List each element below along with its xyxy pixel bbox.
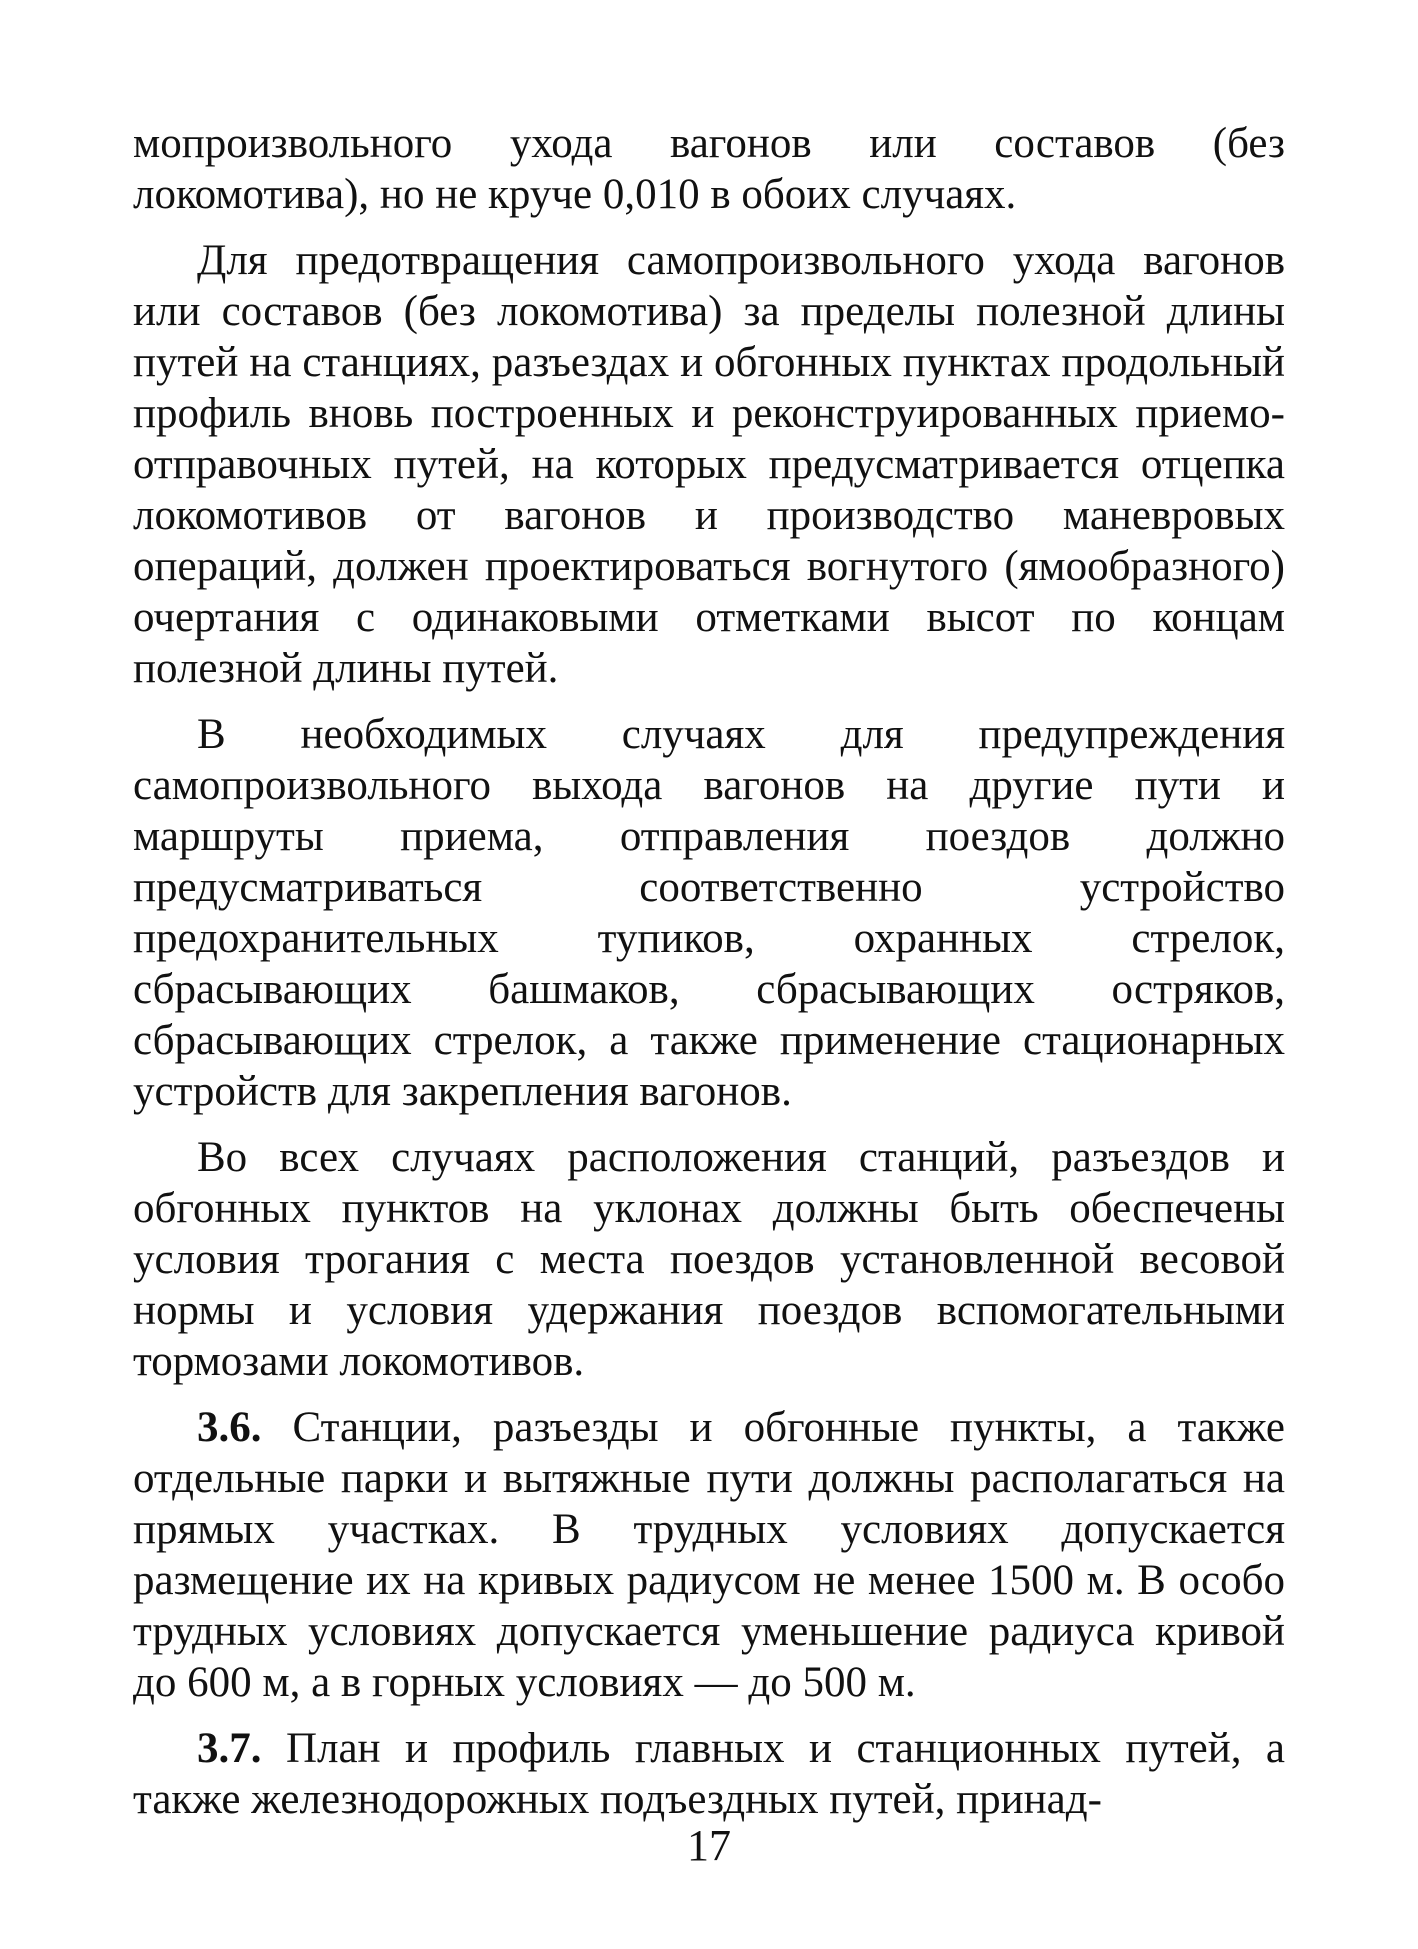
paragraph-text: План и профиль главных и станционных путей, а также железнодорожных подъездных путей, принад- — [133, 1725, 1286, 1823]
section-number: 3.7. — [197, 1725, 262, 1772]
paragraph — [133, 709, 1285, 1117]
paragraph-section-3-6 — [133, 1402, 1285, 1708]
paragraph-text: Станции, разъезды и обгонные пункты, а также отдельные парки и вытяжные пути должны располагаться на прямых участках. В трудных условиях допускается размещение их на кривых радиусом не менее 1500 м. В особо трудных условиях допускается уменьшение радиуса кривой до 600 м, а в горных условиях — до 500 м. — [133, 1404, 1285, 1706]
paragraph-text: В необходимых случаях для предупреждения самопроизвольного выхода вагонов на другие пути и маршруты приема, отправления поездов должно предусматриваться соответственно устройство предохранительных тупиков, охранных стрелок, сбрасывающих башмаков, сбрасывающих остряков, сбрасывающих стрелок, а также применение стационарных устройств для закрепления вагонов. — [133, 711, 1285, 1115]
paragraph-continuation — [133, 118, 1285, 220]
page-body — [133, 118, 1285, 1840]
paragraph-text: мопроизвольного ухода вагонов или составов (без локомотива), но не круче 0,010 в обоих случаях. — [133, 120, 1285, 218]
paragraph — [133, 1132, 1285, 1387]
paragraph-text: Для предотвращения самопроизвольного ухода вагонов или составов (без локомотива) за пределы полезной длины путей на станциях, разъездах и обгонных пунктах продольный профиль вновь построенных и реконструированных приемо-отправочных путей, на которых предусматривается отцепка локомотивов от вагонов и производство маневровых операций, должен проектироваться вогнутого (ямообразного) очертания с одинаковыми отметками высот по концам полезной длины путей. — [133, 237, 1285, 692]
paragraph — [133, 235, 1285, 694]
paragraph-section-3-7 — [133, 1723, 1285, 1825]
section-number: 3.6. — [197, 1404, 262, 1451]
paragraph-text: Во всех случаях расположения станций, разъездов и обгонных пунктов на уклонах должны быть обеспечены условия трогания с места поездов установленной весовой нормы и условия удержания поездов вспомогательными тормозами локомотивов. — [133, 1134, 1285, 1385]
page-number: 17 — [687, 1821, 731, 1870]
